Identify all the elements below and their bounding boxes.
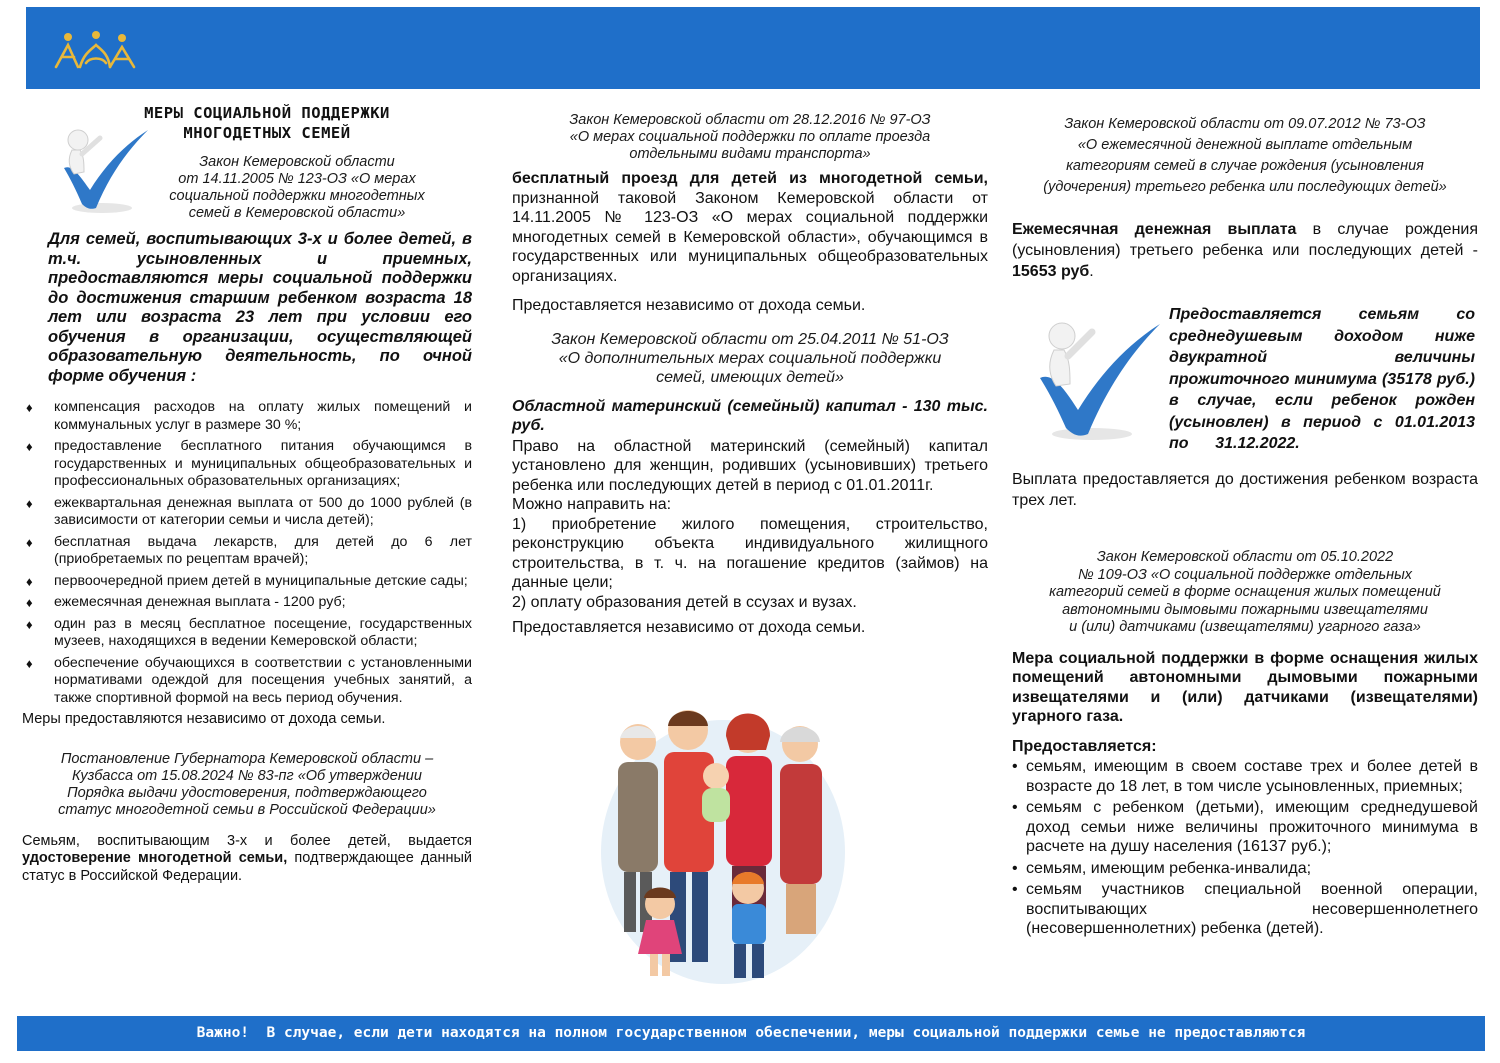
law-51-oz <box>512 330 988 387</box>
diamond-bullet-icon: ♦ <box>26 573 33 589</box>
list-item <box>1012 880 1478 939</box>
free-travel-bold: бесплатный проезд для детей из многодетной семьи, <box>512 170 988 187</box>
law-97-oz <box>512 112 988 163</box>
law-line: Порядка выдачи удостоверения, подтверждающего <box>67 784 427 801</box>
law-line: «О ежемесячной денежной выплате отдельным <box>1077 137 1413 153</box>
important-note-text: Важно! В случае, если дети находятся на полном государственном обеспечении, меры социальной поддержки семье не предоставляются <box>196 1025 1306 1041</box>
law-line: Кузбасса от 15.08.2024 № 83-пг «Об утверждении <box>72 767 422 784</box>
certificate-bold: удостоверение многодетной семьи, <box>22 850 288 866</box>
income-condition-text: Предоставляется семьям со среднедушевым доходом ниже двукратной величины прожиточного минимума (35178 руб.) в случае, если ребенок рожден (усыновлен) в период с 01.01.2013 <box>1169 306 1475 431</box>
monthly-payment-text <box>1012 219 1478 282</box>
header-bar <box>26 7 1480 89</box>
list-item <box>22 399 472 434</box>
list-item-text: обеспечение обучающихся в соответствии с установленными нормативами одеждой для посещения учебных занятий, а также спортивной формой на весь период обучения. <box>54 654 472 706</box>
law-line: Закон Кемеровской области от 28.12.2016 № 97-ОЗ <box>569 112 931 128</box>
independent-note: Меры предоставляются независимо от дохода семьи. <box>22 711 386 727</box>
diamond-bullet-icon: ♦ <box>26 595 33 610</box>
law-line: «О дополнительных мерах социальной поддержки <box>558 349 942 367</box>
dot-bullet-icon: • <box>1012 881 1018 898</box>
dot-bullet-icon: • <box>1012 859 1018 877</box>
law-line: отдельными видами транспорта» <box>629 146 871 162</box>
list-item-text: предоставление бесплатного питания обучающимся в государственных и муниципальных общеобразовательных и профессиональных образовательных организациях; <box>54 438 472 489</box>
law-line: Закон Кемеровской области от 05.10.2022 <box>1096 549 1394 565</box>
law-109-oz <box>1012 549 1478 637</box>
list-item-text: один раз в месяц бесплатное посещение, государственных музеев, находящихся в ведении Кемеровской области; <box>54 615 472 649</box>
family-logo-icon <box>50 27 140 73</box>
law-line: (удочерения) третьего ребенка или последующих детей» <box>1043 179 1447 195</box>
column-transport-capital <box>512 96 988 638</box>
law-line: Закон Кемеровской области от 09.07.2012 № 73-ОЗ <box>1064 116 1426 132</box>
law-123-oz <box>142 154 452 222</box>
law-line: семей, имеющих детей» <box>656 368 844 386</box>
list-item-text: компенсация расходов на оплату жилых помещений и коммунальных услуг в размере 30 %; <box>54 399 472 433</box>
list-item-text: семьям участников специальной военной операции, воспитывающих несовершеннолетнего (несовершеннолетних) ребенка (детей). <box>1026 881 1478 937</box>
direct-to-label: Можно направить на: <box>512 496 672 513</box>
free-travel-text <box>512 169 988 286</box>
important-note-bar <box>17 1016 1485 1051</box>
recipients-list <box>1012 757 1478 939</box>
eligibility-intro: Для семей, воспитывающих 3-х и более детей, в т.ч. усыновленных и приемных, предоставляются меры социальной поддержки до достижения старшим ребенком возраста 18 лет или возраста 23 лет при условии его обучения в организации, осуществляющей образовательную деятельность, по очной форме обучения : <box>48 230 472 385</box>
certificate-post: подтверждающее данный статус в Российской Федерации. <box>22 850 472 884</box>
list-item <box>22 495 472 530</box>
detector-measure: Мера социальной поддержки в форме оснащения жилых помещений автономными дымовыми пожарными извещателями и (или) датчиками (извещателями) угарного газа. <box>1012 649 1478 725</box>
list-item <box>22 438 472 491</box>
law-line: Закон Кемеровской области <box>199 154 395 170</box>
title-line-2: МНОГОДЕТНЫХ СЕМЕЙ <box>183 124 351 142</box>
law-line: статус многодетной семьи в Российской Федерации» <box>58 801 436 818</box>
list-item <box>1012 798 1478 857</box>
decree-83-pg <box>22 751 472 819</box>
law-73-oz <box>1012 114 1478 198</box>
column-large-families <box>22 96 472 885</box>
monthly-payment-bold: Ежемесячная денежная выплата <box>1012 221 1297 238</box>
monthly-payment-amount: 15653 руб <box>1012 263 1090 280</box>
age-limit-text: Выплата предоставляется до достижения ребенком возраста трех лет. <box>1012 471 1478 509</box>
family-illustration <box>598 692 848 984</box>
list-item <box>1012 757 1478 796</box>
law-line: № 109-ОЗ «О социальной поддержке отдельных <box>1077 566 1413 583</box>
capital-title: Областной материнский (семейный) капитал - 130 тыс. руб. <box>512 397 988 434</box>
diamond-bullet-icon: ♦ <box>26 495 33 511</box>
list-item-text: первоочередной прием детей в муниципальные детские сады; <box>54 572 468 589</box>
capital-text: Право на областной материнский (семейный) капитал установлено для женщин, родивших (усыновивших) третьего ребенка или последующих детей в период с 01.01.2011г. <box>512 437 988 494</box>
support-measures-list <box>22 399 472 707</box>
list-item <box>22 573 472 591</box>
law-line: и (или) датчиками (извещателями) угарного газа» <box>1069 619 1421 635</box>
monthly-payment-end: . <box>1089 263 1094 280</box>
list-item-text: семьям с ребенком (детьми), имеющим среднедушевой доход семьи ниже величины прожиточного минимума в расчете на душу населения (16137 руб.); <box>1026 799 1478 855</box>
law-line: семей в Кемеровской области» <box>188 205 406 221</box>
diamond-bullet-icon: ♦ <box>26 616 33 632</box>
certificate-text <box>22 833 472 886</box>
direct-option-2: 2) оплату образования детей в ссузах и вузах. <box>512 593 857 611</box>
diamond-bullet-icon: ♦ <box>26 534 33 550</box>
dot-bullet-icon: • <box>1012 799 1018 816</box>
income-condition-last: по 31.12.2022. <box>1169 435 1300 452</box>
law-line: от 14.11.2005 № 123-ОЗ «О мерах <box>178 171 416 187</box>
law-line: социальной поддержки многодетных <box>169 188 425 204</box>
provided-label: Предоставляется: <box>1012 737 1157 755</box>
law-line: категориям семей в случае рождения (усыновления <box>1066 158 1424 174</box>
dot-bullet-icon: • <box>1012 758 1018 775</box>
monthly-payment-rest: в случае рождения (усыновления) третьего ребенка или последующих детей - <box>1012 221 1479 259</box>
law-line: категорий семей в форме оснащения жилых помещений <box>1049 584 1441 600</box>
travel-note: Предоставляется независимо от дохода семьи. <box>512 297 866 314</box>
column-monthly-payments <box>1012 96 1478 941</box>
list-item-text: ежеквартальная денежная выплата от 500 до 1000 рублей (в зависимости от категории семьи и числа детей); <box>54 494 472 528</box>
direct-option-1: 1) приобретение жилого помещения, строительство, реконструкцию объекта индивидуального жилищного строительства, в т. ч. на погашение кредитов (займов) на данные цели; <box>512 515 988 591</box>
law-line: Постановление Губернатора Кемеровской области – <box>60 750 434 767</box>
list-item-text: бесплатная выдача лекарств, для детей до 6 лет (приобретаемых по рецептам врачей); <box>54 533 472 567</box>
income-condition <box>1169 304 1475 455</box>
diamond-bullet-icon: ♦ <box>26 400 33 415</box>
law-line: «О мерах социальной поддержки по оплате проезда <box>569 129 931 145</box>
certificate-pre: Семьям, воспитывающим 3-х и более детей, выдается <box>22 832 472 849</box>
list-item <box>22 594 472 612</box>
diamond-bullet-icon: ♦ <box>26 655 33 671</box>
title-line-1: МЕРЫ СОЦИАЛЬНОЙ ПОДДЕРЖКИ <box>144 104 390 122</box>
list-item <box>22 655 472 708</box>
law-line: автономными дымовыми пожарными извещателями <box>1062 601 1428 618</box>
list-item <box>1012 859 1478 879</box>
list-item <box>22 616 472 651</box>
list-item-text: ежемесячная денежная выплата - 1200 руб; <box>54 594 346 610</box>
law-line: Закон Кемеровской области от 25.04.2011 № 51-ОЗ <box>551 330 949 348</box>
checkmark-person-icon <box>1022 314 1162 444</box>
list-item-text: семьям, имеющим в своем составе трех и более детей в возрасте до 18 лет, в том числе усыновленных, приемных; <box>1026 758 1478 795</box>
list-item <box>22 534 472 569</box>
list-item-text: семьям, имеющим ребенка-инвалида; <box>1026 859 1312 877</box>
free-travel-rest: признанной таковой Законом Кемеровской области от 14.11.2005 № 123-ОЗ «О мерах социальной поддержки многодетных семей в Кемеровской области», обучающимся в государственных или муниципальных общеобразовательных организациях. <box>512 189 988 285</box>
diamond-bullet-icon: ♦ <box>26 439 33 454</box>
capital-note: Предоставляется независимо от дохода семьи. <box>512 619 866 636</box>
